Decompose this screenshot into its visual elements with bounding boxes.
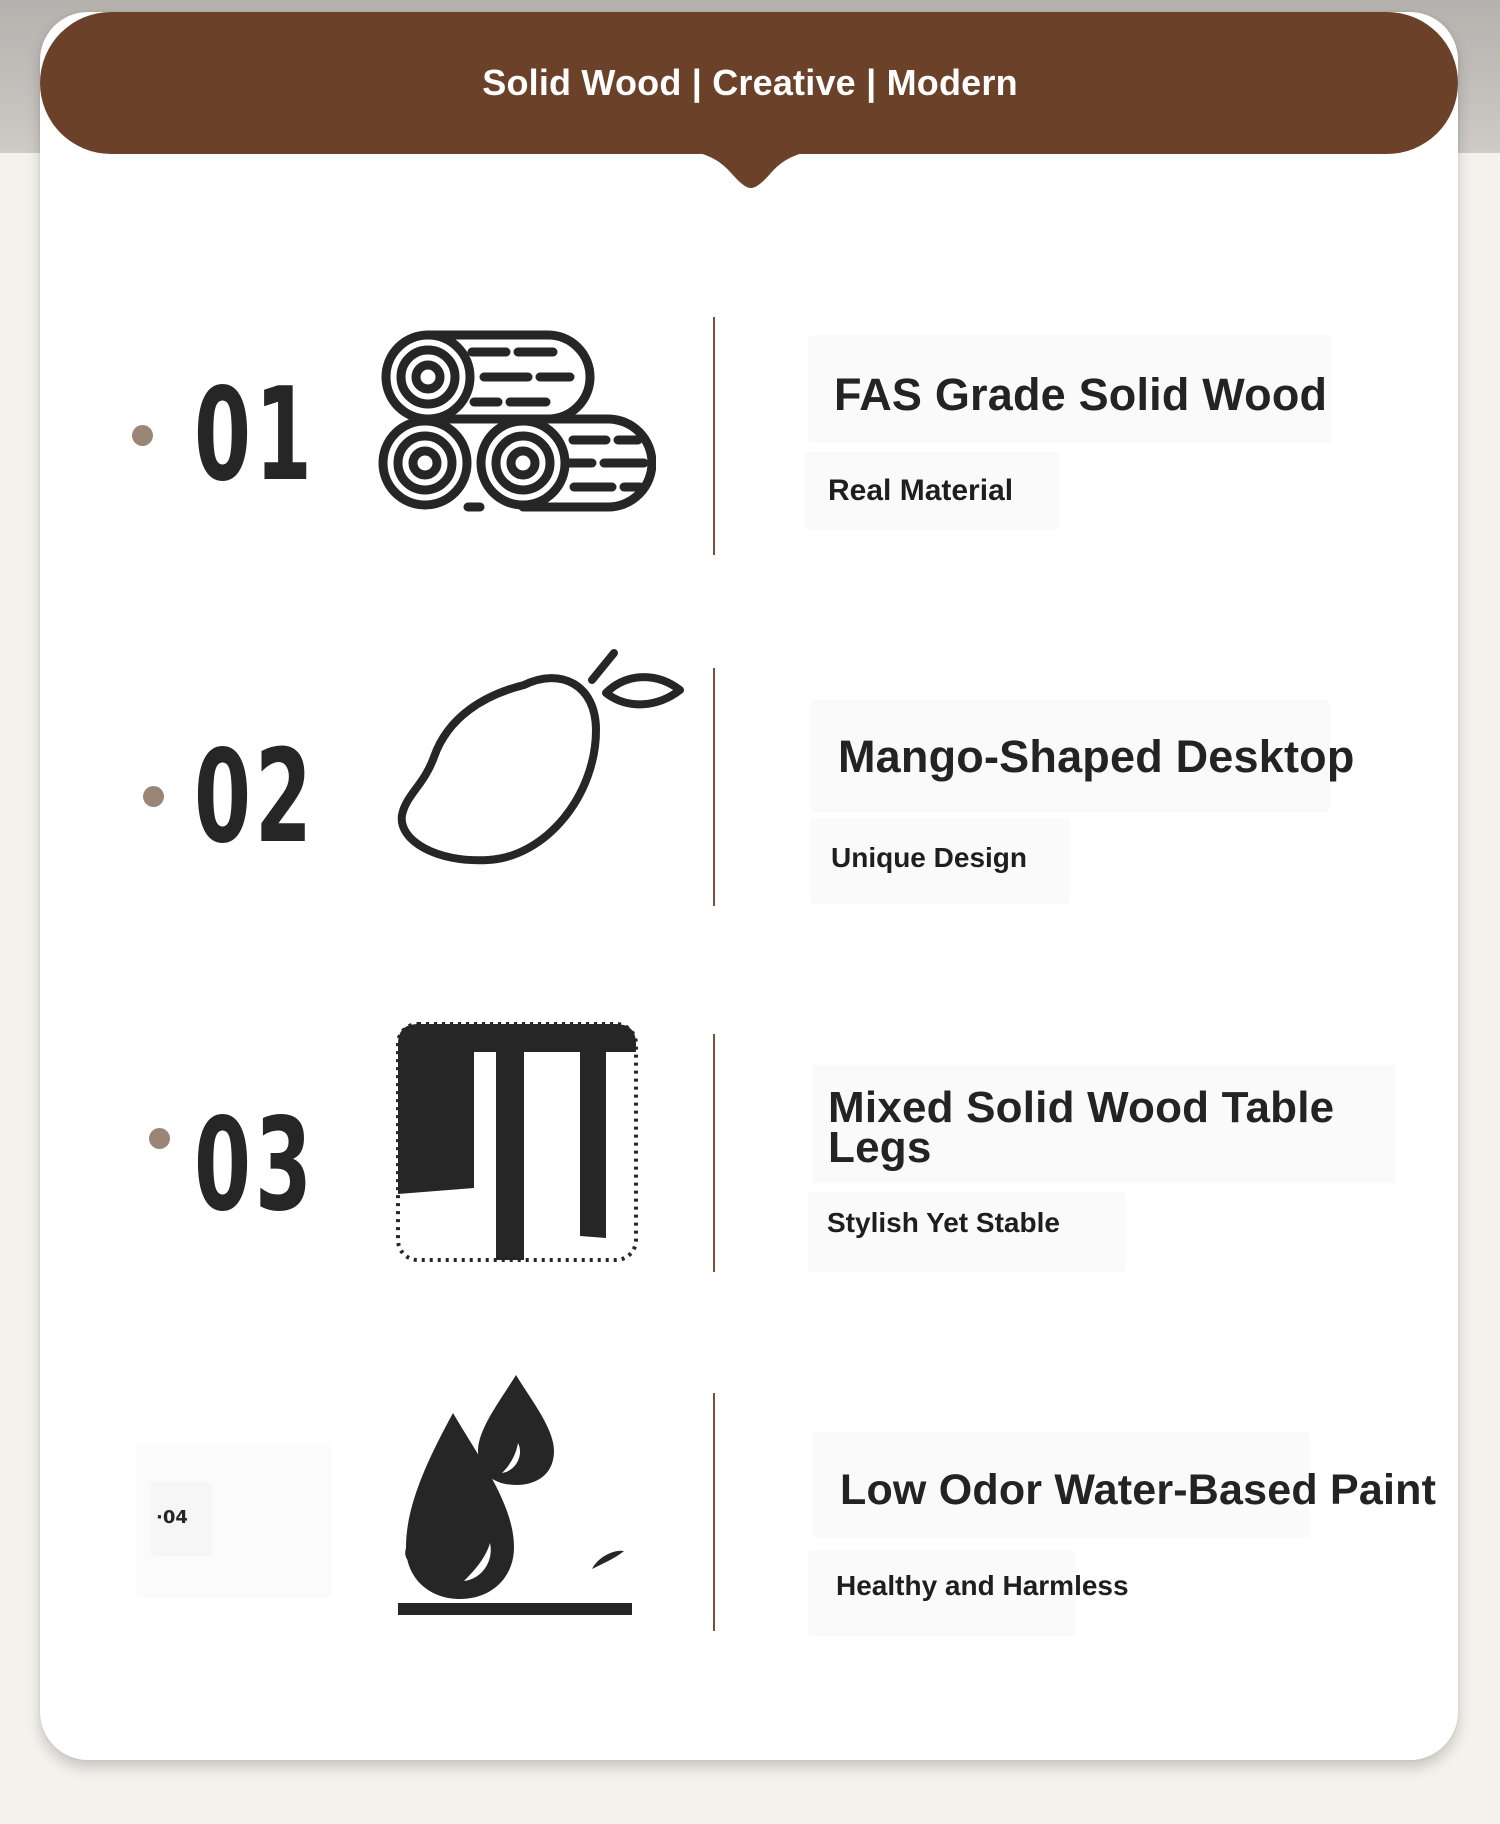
feature-title: Low Odor Water-Based Paint [840,1466,1437,1514]
banner-title: Solid Wood | Creative | Modern [482,62,1018,103]
divider [713,1034,715,1272]
feature-subtitle: Stylish Yet Stable [827,1207,1060,1238]
feature-subtitle: Unique Design [831,842,1028,873]
divider [713,317,715,555]
feature-subtitle: Real Material [828,474,1014,507]
bullet-dot [149,1128,170,1149]
feature-subtitle: Healthy and Harmless [836,1570,1129,1601]
bullet-dot [143,786,164,807]
table-legs-icon [396,1022,638,1262]
feature-title: Mango-Shaped Desktop [838,731,1355,782]
feature-title: FAS Grade Solid Wood [834,369,1328,420]
feature-number: 01 [194,361,316,510]
feature-number: 02 [194,723,316,872]
feature-number: 03 [194,1091,316,1240]
divider [713,1393,715,1631]
banner-tab [680,150,822,190]
feature-title: Mixed Solid Wood Table Legs [828,1083,1335,1172]
wood-logs-icon [378,330,656,516]
feature-number: ·04 [156,1507,188,1528]
divider [713,668,715,906]
bullet-dot [132,425,153,446]
mango-icon [396,645,686,865]
water-drops-icon [398,1373,634,1615]
